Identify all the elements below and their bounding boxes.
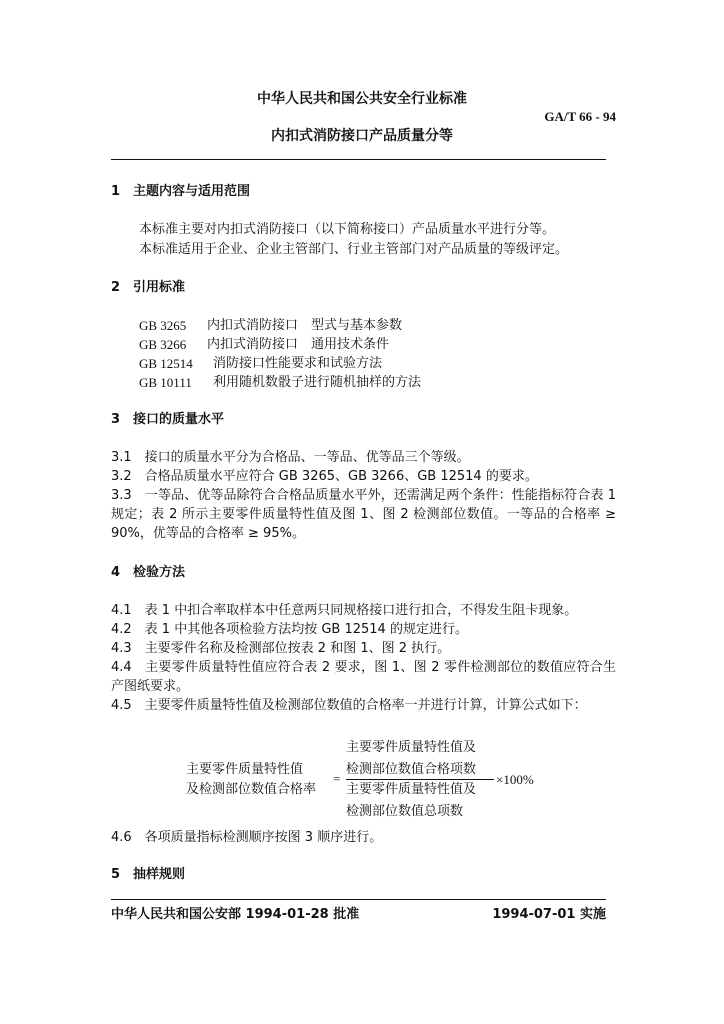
formula-lhs-line-1: 主要零件质量特性值	[186, 762, 304, 777]
reference-code: GB 12514	[139, 356, 193, 371]
reference-code: GB 3265	[139, 318, 187, 333]
reference-title: 内扣式消防接口 通用技术条件	[207, 337, 390, 352]
reference-title: 利用随机数骰子进行随机抽样的方法	[213, 375, 422, 390]
clause-3-1: 3.1 接口的质量水平分为合格品、一等品、优等品三个等级。	[111, 450, 470, 465]
section-1-heading: 1 主题内容与适用范围	[111, 184, 251, 199]
implementation-date: 1994-07-01 实施	[492, 907, 606, 922]
section-1-line-1: 本标准主要对内扣式消防接口（以下简称接口）产品质量水平进行分等。	[139, 222, 556, 237]
formula-numerator-line-2: 检测部位数值合格项数	[346, 762, 477, 777]
clause-4-1: 4.1 表 1 中扣合率取样本中任意两只同规格接口进行扣合，不得发生阻卡现象。	[111, 603, 578, 618]
clause-4-2: 4.2 表 1 中其他各项检验方法均按 GB 12514 的规定进行。	[111, 622, 468, 637]
section-4-heading: 4 检验方法	[111, 565, 186, 580]
reference-code: GB 3266	[139, 337, 187, 352]
clause-4-6: 4.6 各项质量指标检测顺序按图 3 顺序进行。	[111, 830, 383, 845]
reference-title: 内扣式消防接口 型式与基本参数	[207, 318, 403, 333]
reference-code: GB 10111	[139, 375, 192, 390]
formula-equals: =	[333, 771, 341, 786]
clause-4-5: 4.5 主要零件质量特性值及检测部位数值的合格率一并进行计算，计算公式如下：	[111, 698, 587, 713]
section-3-heading: 3 接口的质量水平	[111, 412, 225, 427]
standard-code: GA/T 66 - 94	[544, 109, 616, 124]
clause-4-3: 4.3 主要零件名称及检测部位按表 2 和图 1、图 2 执行。	[111, 641, 451, 656]
clause-4-4: 4.4 主要零件质量特性值应符合表 2 要求，图 1、图 2 零件检测部位的数值应符合生产图纸要求。	[111, 660, 616, 694]
approval-note: 中华人民共和国公安部 1994-01-28 批准	[111, 907, 360, 922]
document-title: 内扣式消防接口产品质量分等	[271, 128, 453, 144]
org-title: 中华人民共和国公共安全行业标准	[257, 91, 467, 107]
formula-denominator-line-1: 主要零件质量特性值及	[346, 782, 477, 797]
section-1-line-2: 本标准适用于企业、企业主管部门、行业主管部门对产品质量的等级评定。	[139, 242, 569, 257]
formula-fraction-bar	[346, 779, 494, 780]
section-2-heading: 2 引用标准	[111, 280, 186, 295]
clause-3-3: 3.3 一等品、优等品除符合合格品质量水平外，还需满足两个条件：性能指标符合表 1 规定；表 2 所示主要零件质量特性值及图 1、图 2 检测部位数值。一等品的合格率 ≥ 90%，优等品的合格率 ≥ 95%。	[111, 488, 616, 541]
header-rule	[111, 159, 606, 160]
clause-3-2: 3.2 合格品质量水平应符合 GB 3265、GB 3266、GB 12514 的要求。	[111, 469, 538, 484]
formula-numerator-line-1: 主要零件质量特性值及	[346, 740, 477, 755]
formula-denominator-line-2: 检测部位数值总项数	[346, 804, 464, 819]
formula-factor: ×100%	[496, 772, 534, 787]
formula-lhs-line-2: 及检测部位数值合格率	[186, 782, 317, 797]
section-5-heading: 5 抽样规则	[111, 867, 186, 882]
footer-rule	[111, 899, 606, 900]
reference-title: 消防接口性能要求和试验方法	[213, 356, 383, 371]
